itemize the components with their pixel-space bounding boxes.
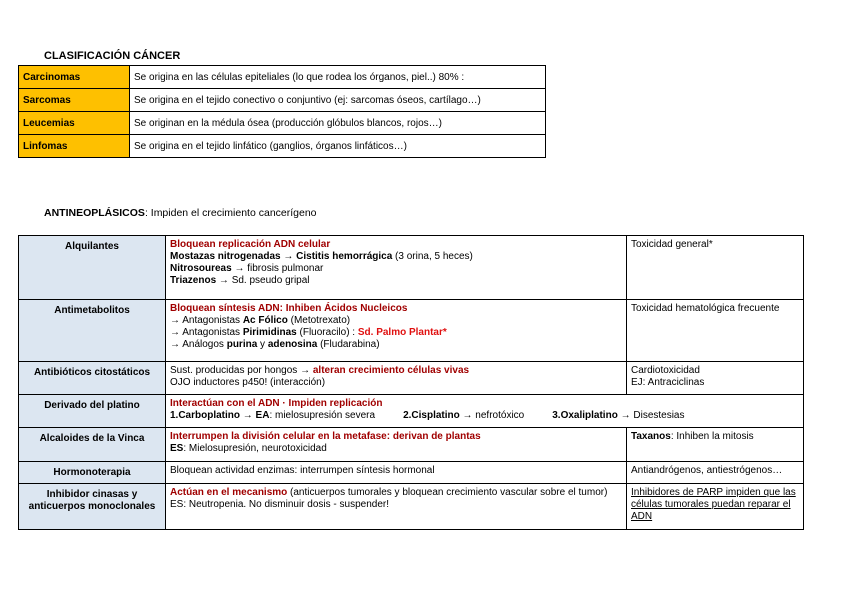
mechanism-line — [170, 410, 799, 422]
table-row — [19, 462, 804, 484]
mechanism-line — [170, 327, 622, 339]
drug-mechanism — [166, 362, 627, 395]
cancer-description: Se originan en la médula ósea (producción glóbulos blancos, rojos…) — [130, 112, 546, 135]
mechanism-line — [170, 275, 622, 287]
drug-note: : Mielosupresión, neurotoxicidad — [183, 443, 327, 454]
drug-name: Mostazas nitrogenadas → Cistitis hemorrágica — [170, 251, 393, 262]
drug-name: 2.Cisplatino — [403, 410, 460, 421]
drug-name: Ac Fólico — [242, 315, 288, 326]
mechanism-line: OJO inductores p450! (interacción) — [170, 377, 326, 388]
mechanism-line — [170, 315, 622, 327]
drug-name: Nitrosoureas — [170, 263, 232, 274]
drug-name: Pirimidinas — [242, 327, 297, 338]
drug-note: : mielosupresión severa — [269, 410, 376, 421]
drug-note: y — [257, 339, 268, 350]
mechanism-line — [170, 487, 622, 499]
drug-toxicity: Inhibidores de PARP impiden que las células tumorales puedan reparar el ADN — [627, 484, 804, 530]
drug-category: Inhibidor cinasas y anticuerpos monoclonales — [19, 484, 166, 530]
table-row — [19, 236, 804, 300]
drug-mechanism — [166, 428, 627, 462]
drug-toxicity: Toxicidad general* — [627, 236, 804, 300]
mechanism-line — [170, 339, 622, 351]
drug-category: Derivado del platino — [19, 395, 166, 428]
table-row — [19, 89, 546, 112]
drug-note: → Análogos — [170, 339, 227, 350]
mechanism-heading: Interactúan con el ADN · Impiden replicación — [170, 398, 383, 409]
classification-title: CLASIFICACIÓN CÁNCER — [44, 50, 181, 62]
drug-note: (anticuerpos tumorales y bloquean crecimiento vascular sobre el tumor) — [287, 487, 608, 498]
drug-note: → Sd. pseudo gripal — [216, 275, 310, 286]
mechanism-heading: Interrumpen la división celular en la metafase: derivan de plantas — [170, 431, 481, 442]
cancer-description: Se origina en el tejido conectivo o conjuntivo (ej: sarcomas óseos, cartílago…) — [130, 89, 546, 112]
drug-name: ES — [170, 443, 184, 454]
cancer-type: Linfomas — [19, 135, 130, 158]
antineoplastic-table — [18, 235, 804, 530]
drug-note: Sust. producidas por hongos → — [170, 365, 313, 376]
drug-note: (3 orina, 5 heces) — [392, 251, 473, 262]
drug-note: → Antagonistas — [170, 327, 243, 338]
mechanism-heading: Bloquean síntesis ADN: Inhiben Ácidos Nucleicos — [170, 303, 408, 314]
cancer-type: Sarcomas — [19, 89, 130, 112]
mechanism-line — [170, 251, 622, 263]
table-row — [19, 362, 804, 395]
drug-toxicity: Antiandrógenos, antiestrógenos… — [627, 462, 804, 484]
table-row — [19, 135, 546, 158]
table-row — [19, 300, 804, 362]
mechanism-line — [170, 443, 622, 455]
drug-note: → Disestesias — [617, 410, 685, 421]
drug-note: (Fludarabina) — [317, 339, 380, 350]
drug-name: adenosina — [267, 339, 318, 350]
cancer-description: Se origina en el tejido linfático (ganglios, órganos linfáticos…) — [130, 135, 546, 158]
drug-category: Antibióticos citostáticos — [19, 362, 166, 395]
toxicity-line: EJ: Antraciclinas — [631, 377, 705, 388]
table-row — [19, 428, 804, 462]
drug-name: 3.Oxaliplatino — [552, 410, 618, 421]
antineoplastic-title-rest: : Impiden el crecimiento cancerígeno — [144, 207, 317, 219]
antineoplastic-title-bold: ANTINEOPLÁSICOS — [44, 207, 145, 219]
drug-category: Alquilantes — [19, 236, 166, 300]
cancer-description: Se origina en las células epiteliales (lo que rodea los órganos, piel..) 80% : — [130, 66, 546, 89]
table-row — [19, 484, 804, 530]
drug-mechanism — [166, 300, 627, 362]
drug-toxicity — [627, 362, 804, 395]
drug-note: (Metotrexato) — [287, 315, 351, 326]
mechanism-line — [170, 263, 622, 275]
drug-note: → fibrosis pulmonar — [231, 263, 324, 274]
mechanism-line — [170, 365, 622, 377]
antineoplastic-title — [44, 207, 317, 219]
side-effect: Sd. Palmo Plantar* — [357, 327, 447, 338]
drug-category: Hormonoterapia — [19, 462, 166, 484]
drug-name: 1.Carboplatino → EA — [170, 410, 270, 421]
drug-mechanism — [166, 484, 627, 530]
cancer-type: Carcinomas — [19, 66, 130, 89]
table-row — [19, 112, 546, 135]
drug-name: Taxanos — [631, 431, 671, 442]
drug-name: purina — [226, 339, 258, 350]
drug-toxicity: Toxicidad hematológica frecuente — [627, 300, 804, 362]
drug-note: → nefrotóxico — [459, 410, 525, 421]
cancer-type: Leucemias — [19, 112, 130, 135]
drug-category: Antimetabolitos — [19, 300, 166, 362]
drug-note: → Antagonistas — [170, 315, 243, 326]
mechanism-heading: alteran crecimiento células vivas — [312, 365, 470, 376]
drug-note: : Inhiben la mitosis — [670, 431, 754, 442]
drug-mechanism — [166, 236, 627, 300]
mechanism-heading: Bloquean replicación ADN celular — [170, 239, 331, 250]
drug-toxicity — [627, 428, 804, 462]
mechanism-line: ES: Neutropenia. No disminuir dosis - suspender! — [170, 499, 389, 510]
toxicity-line: Cardiotoxicidad — [631, 365, 700, 376]
drug-mechanism — [166, 395, 804, 428]
drug-note: (Fluoracilo) : — [296, 327, 358, 338]
classification-table — [18, 65, 546, 158]
mechanism-heading: Actúan en el mecanismo — [170, 487, 288, 498]
drug-category: Alcaloides de la Vinca — [19, 428, 166, 462]
table-row — [19, 395, 804, 428]
table-row — [19, 66, 546, 89]
drug-mechanism: Bloquean actividad enzimas: interrumpen síntesis hormonal — [166, 462, 627, 484]
drug-name: Triazenos — [170, 275, 217, 286]
